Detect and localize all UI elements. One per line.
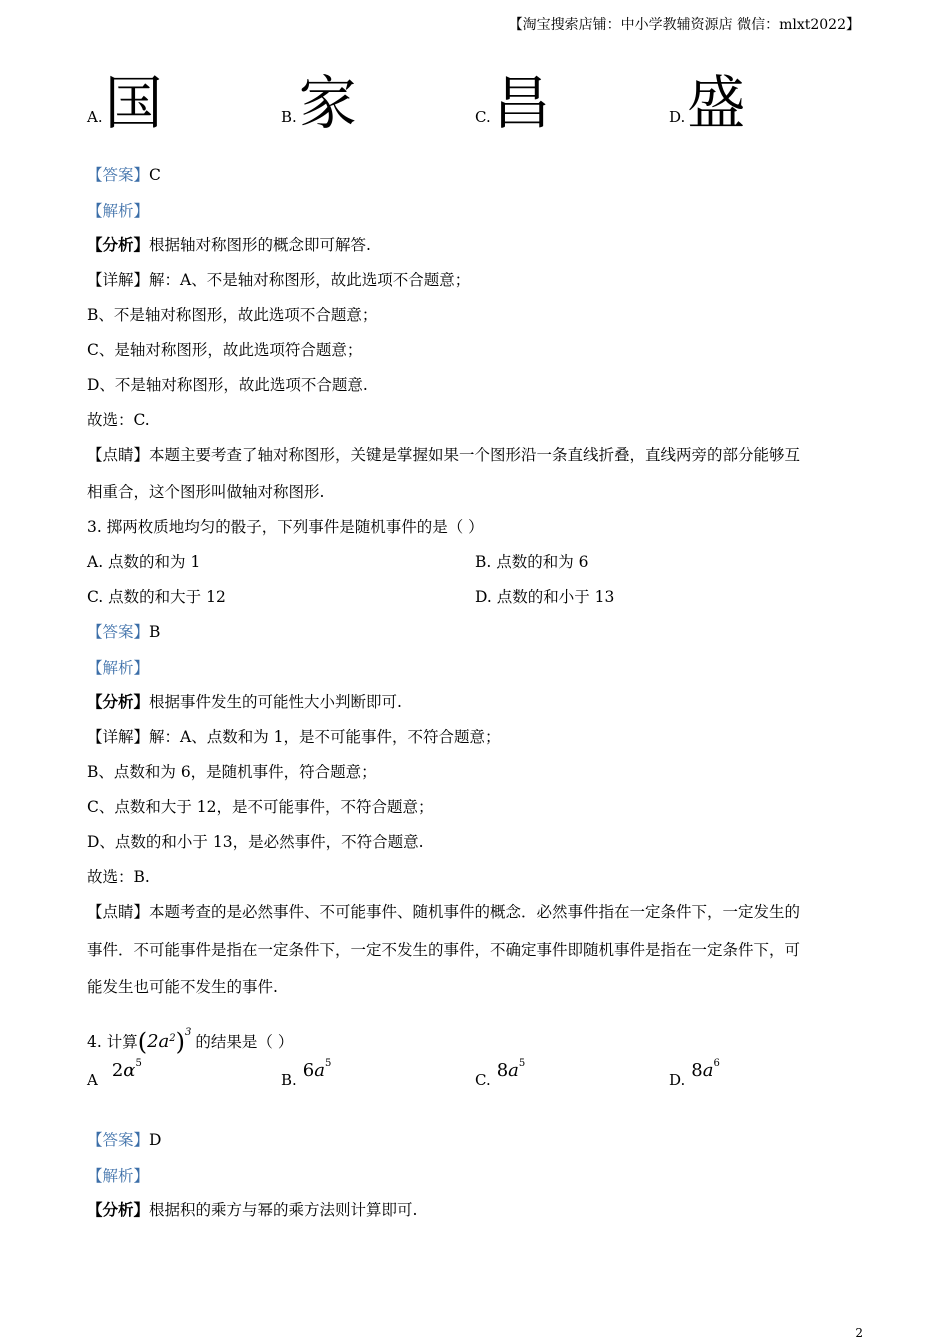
answer-value: D: [149, 1131, 162, 1149]
choice-expression: $8a^5$: [496, 1058, 526, 1081]
answer-line: [87, 621, 858, 643]
jiexi-tag: 【解析】: [87, 202, 150, 220]
xiangjie-line: [87, 269, 858, 291]
fenxi-line: [87, 691, 858, 713]
choice-label: B.: [281, 108, 297, 126]
stem-prefix: 4. 计算: [87, 1033, 138, 1051]
fenxi-tag: 【分析】: [87, 235, 150, 254]
stem-suffix: 的结果是（ ）: [195, 1033, 294, 1051]
choice-a: A. 点数的和为 1: [87, 553, 201, 571]
dianjing-line: [87, 901, 858, 923]
answer-tag: 【答案】: [87, 623, 150, 641]
choice-label: B.: [281, 1071, 297, 1089]
xiangjie-line: D、点数的和小于 13，是必然事件，不符合题意.: [87, 833, 424, 851]
choice-d: [669, 1058, 720, 1091]
choice-label: C.: [475, 1071, 491, 1089]
answer-tag: 【答案】: [87, 166, 150, 184]
answer-value: C: [149, 166, 161, 184]
math-expression: $(2a^2)^3$: [137, 1027, 192, 1056]
question-stem: 3. 掷两枚质地均匀的骰子，下列事件是随机事件的是（ ）: [87, 518, 484, 536]
fenxi-text: 根据积的乘方与幂的乘方法则计算即可.: [149, 1201, 418, 1219]
xiangjie-line: C、点数和大于 12，是不可能事件，不符合题意；: [87, 798, 434, 816]
dianjing-line: 事件．不可能事件是指在一定条件下，一定不发生的事件，不确定事件即随机事件是指在一定条件下，可: [87, 941, 801, 959]
choice-glyph: 国: [104, 69, 163, 137]
xiangjie-tag: 【详解】: [87, 271, 150, 289]
fenxi-line: [87, 234, 858, 256]
choice-expression: $6a^5$: [302, 1058, 332, 1081]
xiangjie-line: D、不是轴对称图形，故此选项不合题意.: [87, 376, 368, 394]
page-number: 2: [855, 1326, 863, 1340]
answer-value: B: [149, 623, 161, 641]
math-outer-exp: 3: [185, 1027, 192, 1038]
fenxi-tag: 【分析】: [87, 1200, 150, 1219]
answer-tag: 【答案】: [87, 1131, 150, 1149]
header-watermark: 【淘宝搜索店铺：中小学教辅资源店 微信：mlxt2022】: [508, 17, 860, 33]
answer-line: [87, 164, 858, 186]
xiangjie-text: 解：A、点数和为 1，是不可能事件，不符合题意；: [149, 728, 501, 746]
xiangjie-line: C、是轴对称图形，故此选项符合题意；: [87, 341, 363, 359]
choice-d: [669, 70, 745, 136]
question-stem: [87, 1022, 858, 1056]
math-base: 2a: [147, 1031, 170, 1052]
dianjing-text: 本题考查的是必然事件、不可能事件、随机事件的概念．必然事件指在一定条件下，一定发生的: [149, 903, 801, 921]
choice-a: [87, 1058, 142, 1091]
choice-label: D.: [669, 108, 686, 126]
choice-c: [475, 1058, 526, 1091]
dianjing-tag: 【点睛】: [87, 446, 150, 464]
jiexi-tag: 【解析】: [87, 659, 150, 677]
choice-b: B. 点数的和为 6: [475, 553, 589, 571]
answer-line: [87, 1129, 858, 1151]
choice-b: [281, 70, 357, 136]
xiangjie-line: 故选：B.: [87, 868, 150, 886]
choice-label: D.: [669, 1071, 686, 1089]
choice-c: [475, 70, 551, 136]
dianjing-line: 能发生也可能不发生的事件.: [87, 978, 278, 996]
xiangjie-line: 故选：C.: [87, 411, 150, 429]
choice-label: A.: [87, 108, 103, 126]
fenxi-line: [87, 1199, 858, 1221]
choice-expression: $8a^6$: [691, 1058, 720, 1081]
choice-glyph: 家: [298, 69, 357, 137]
xiangjie-tag: 【详解】: [87, 728, 150, 746]
fenxi-tag: 【分析】: [87, 692, 150, 711]
choice-a: [87, 70, 163, 136]
dianjing-tag: 【点睛】: [87, 903, 150, 921]
jiexi-tag: 【解析】: [87, 1167, 150, 1185]
math-inner-exp: 2: [169, 1032, 176, 1044]
choice-label: C.: [475, 108, 491, 126]
fenxi-text: 根据轴对称图形的概念即可解答.: [149, 236, 371, 254]
xiangjie-text: 解：A、不是轴对称图形，故此选项不合题意；: [149, 271, 471, 289]
dianjing-line: [87, 444, 858, 466]
xiangjie-line: B、不是轴对称图形，故此选项不合题意；: [87, 306, 378, 324]
dianjing-text: 本题主要考查了轴对称图形，关键是掌握如果一个图形沿一条直线折叠，直线两旁的部分能够互: [149, 446, 801, 464]
choice-expression: $2\alpha^5$: [111, 1058, 142, 1081]
choice-d: D. 点数的和小于 13: [475, 588, 615, 606]
dianjing-line: 相重合，这个图形叫做轴对称图形.: [87, 483, 325, 501]
choice-c: C. 点数的和大于 12: [87, 588, 226, 606]
choice-glyph: 昌: [492, 69, 551, 137]
xiangjie-line: [87, 726, 858, 748]
xiangjie-line: B、点数和为 6，是随机事件，符合题意；: [87, 763, 377, 781]
choice-glyph: 盛: [687, 69, 746, 137]
fenxi-text: 根据事件发生的可能性大小判断即可.: [149, 693, 402, 711]
choice-label: A: [87, 1071, 98, 1089]
choice-b: [281, 1058, 332, 1091]
